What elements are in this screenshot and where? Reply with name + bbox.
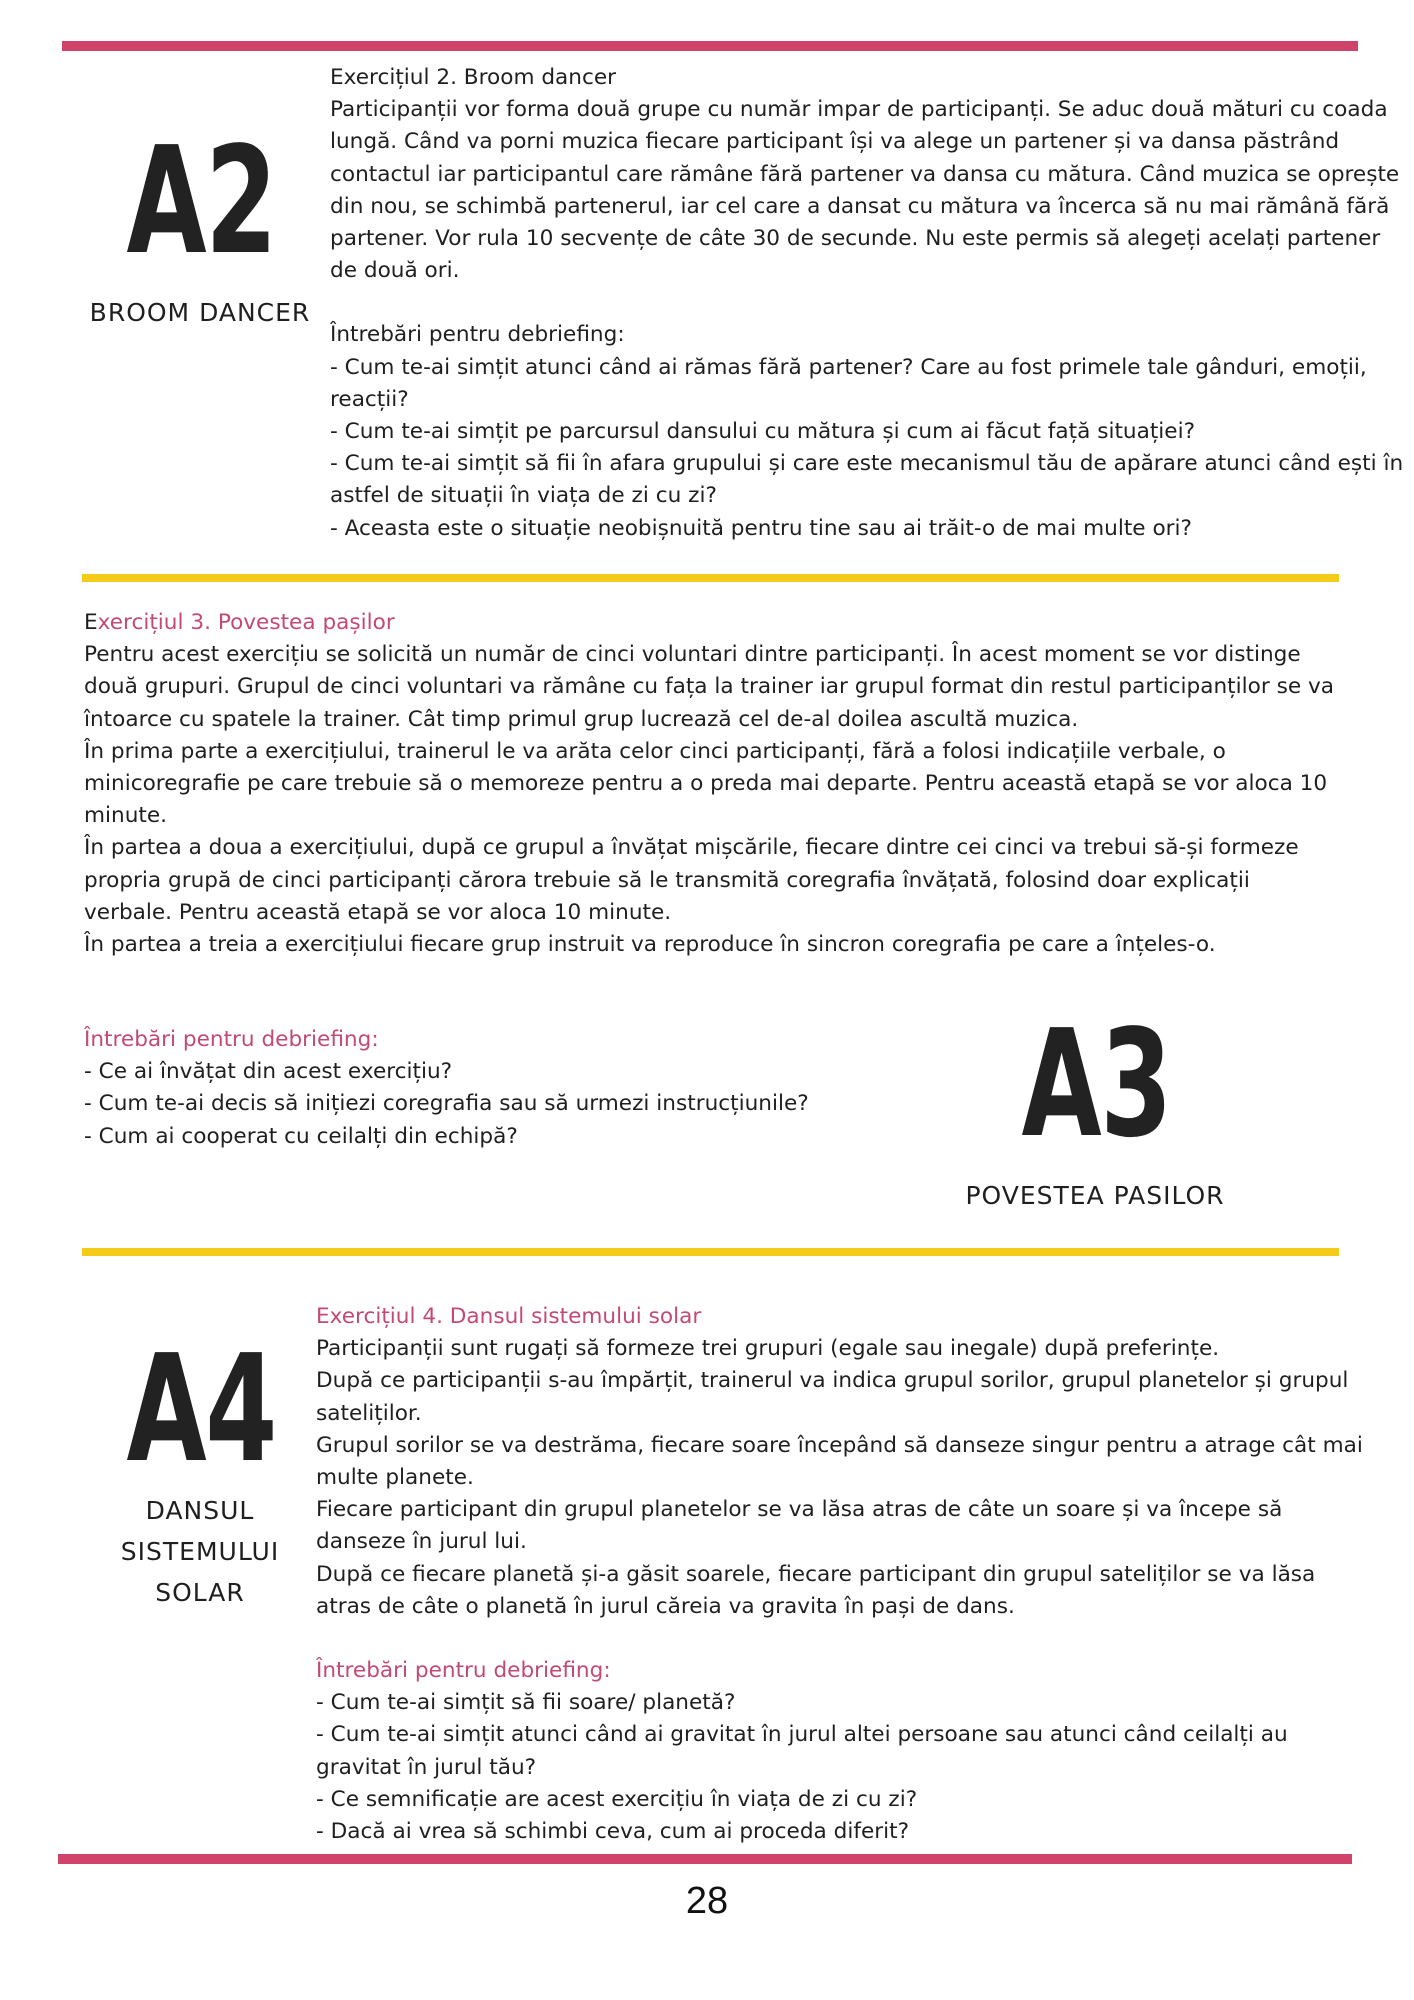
section-a4-question: - Cum te-ai simțit atunci când ai gravitat în jurul altei persoane sau atunci când ceilalți au gravitat în jurul tău?: [316, 1722, 1288, 1780]
bottom-divider: [58, 1854, 1352, 1864]
section-divider: [82, 574, 1339, 582]
section-a3-question: - Cum te-ai decis să inițiezi coregrafia sau să urmezi instrucțiunile?: [84, 1091, 809, 1117]
section-a4-caption: [90, 1490, 310, 1613]
section-divider: [82, 1248, 1339, 1256]
section-a3-paragraph: În partea a treia a exercițiului fiecare grup instruit va reproduce în sincron coregrafia pe care a înțeles-o.: [84, 932, 1216, 958]
section-a3-title-initial: E: [84, 610, 98, 635]
section-a4-question: - Ce semnificație are acest exercițiu în viața de zi cu zi?: [316, 1786, 918, 1812]
section-a3-caption: POVESTEA PASILOR: [965, 1181, 1225, 1210]
section-a3-paragraph: În partea a doua a exercițiului, după ce grupul a învățat mișcările, fiecare dintre cei cinci va trebui să-și formeze propria grupă de cinci participanți cărora trebuie să le transmită coregrafia învățată, folosind doar explicații verbale. Pentru această etapă se vor aloca 10 minute.: [84, 835, 1299, 925]
section-a4-paragraph: După ce participanții s-au împărțit, trainerul va indica grupul sorilor, grupul planetelor și grupul sateliților.: [316, 1368, 1349, 1426]
section-a3-debrief-heading: Întrebări pentru debriefing:: [84, 1027, 379, 1052]
section-a2-caption: BROOM DANCER: [89, 298, 311, 327]
section-a4-caption-line: SISTEMULUI: [120, 1537, 280, 1566]
section-a4-caption-line: SOLAR: [155, 1578, 245, 1607]
section-a4-code: A4: [126, 1323, 276, 1495]
section-a3-code: A3: [1021, 998, 1171, 1170]
section-a3-question: - Cum ai cooperat cu ceilalți din echipă?: [84, 1123, 518, 1149]
section-a3-paragraph: Pentru acest exercițiu se solicită un număr de cinci voluntari dintre participanți. În acest moment se vor distinge două grupuri. Grupul de cinci voluntari va rămâne cu fața la trainer iar grupul format din restul participanților se va întoarce cu spatele la trainer. Cât timp primul grup lucrează cel de-al doilea ascultă muzica.: [84, 642, 1335, 732]
section-a3-content: [84, 607, 1344, 961]
section-a4-paragraph: Participanții sunt rugați să formeze trei grupuri (egale sau inegale) după preferințe.: [316, 1336, 1220, 1362]
section-a4-paragraph: Fiecare participant din grupul planetelor se va lăsa atras de câte un soare și va începe să danseze în jurul lui.: [316, 1497, 1283, 1555]
section-a4-debrief-heading: Întrebări pentru debriefing:: [316, 1658, 611, 1684]
section-a3-paragraph: În prima parte a exercițiului, trainerul le va arăta celor cinci participanți, fără a folosi indicațiile verbale, o minicoregrafie pe care trebuie să o memoreze pentru a o preda mai departe. Pentru această etapă se vor aloca 10 minute.: [84, 738, 1328, 829]
section-a4-caption-line: DANSUL: [145, 1496, 255, 1525]
section-a2-code: A2: [126, 115, 276, 287]
section-a4-question: - Cum te-ai simțit să fii soare/ planetă?: [316, 1690, 736, 1716]
section-a2-content: [330, 62, 1405, 545]
section-a2-debrief-heading: Întrebări pentru debriefing:: [330, 322, 625, 348]
section-a3-question: - Ce ai învățat din acest exercițiu?: [84, 1059, 453, 1085]
section-a3-title: [84, 607, 1344, 639]
section-a4-question: - Dacă ai vrea să schimbi ceva, cum ai proceda diferit?: [316, 1819, 910, 1845]
section-a3-title-text: xercițiul 3. Povestea pașilor: [97, 610, 395, 635]
section-a4-title: Exercițiul 4. Dansul sistemului solar: [316, 1304, 702, 1329]
section-a4-content: [316, 1301, 1366, 1848]
section-a4-paragraph: După ce fiecare planetă și-a găsit soarele, fiecare participant din grupul sateliților se va lăsa atras de câte o planetă în jurul căreia va gravita în pași de dans.: [316, 1561, 1316, 1619]
section-a2-question: - Cum te-ai simțit să fii în afara grupului și care este mecanismul tău de apărare atunci când ești în astfel de situații în viața de zi cu zi?: [330, 451, 1404, 509]
section-a2-body: Participanții vor forma două grupe cu număr impar de participanți. Se aduc două mături cu coada lungă. Când va porni muzica fiecare participant își va alege un partener și va dansa păstrând contactul iar participantul care rămâne fără partener va dansa cu mătura. Când muzica se oprește din nou, se schimbă partenerul, iar cel care a dansat cu mătura va încerca să nu mai rămână fără partener. Vor rula 10 secvențe de câte 30 de secunde. Nu este permis să alegeți acelați partener de două ori.: [330, 97, 1400, 284]
section-a2-question: - Aceasta este o situație neobișnuită pentru tine sau ai trăit-o de mai multe ori?: [330, 515, 1192, 541]
section-a3-debrief: [84, 1024, 944, 1153]
section-a2-question: - Cum te-ai simțit pe parcursul dansului cu mătura și cum ai făcut față situației?: [330, 419, 1196, 445]
section-a4-paragraph: Grupul sorilor se va destrăma, fiecare soare începând să danseze singur pentru a atrage cât mai multe planete.: [316, 1432, 1363, 1491]
section-a2-title: Exercițiul 2. Broom dancer: [330, 65, 617, 90]
section-a2-question: - Cum te-ai simțit atunci când ai rămas fără partener? Care au fost primele tale gânduri, emoții, reacții?: [330, 354, 1367, 412]
page-number: 28: [685, 1880, 729, 1922]
top-divider: [62, 41, 1358, 51]
